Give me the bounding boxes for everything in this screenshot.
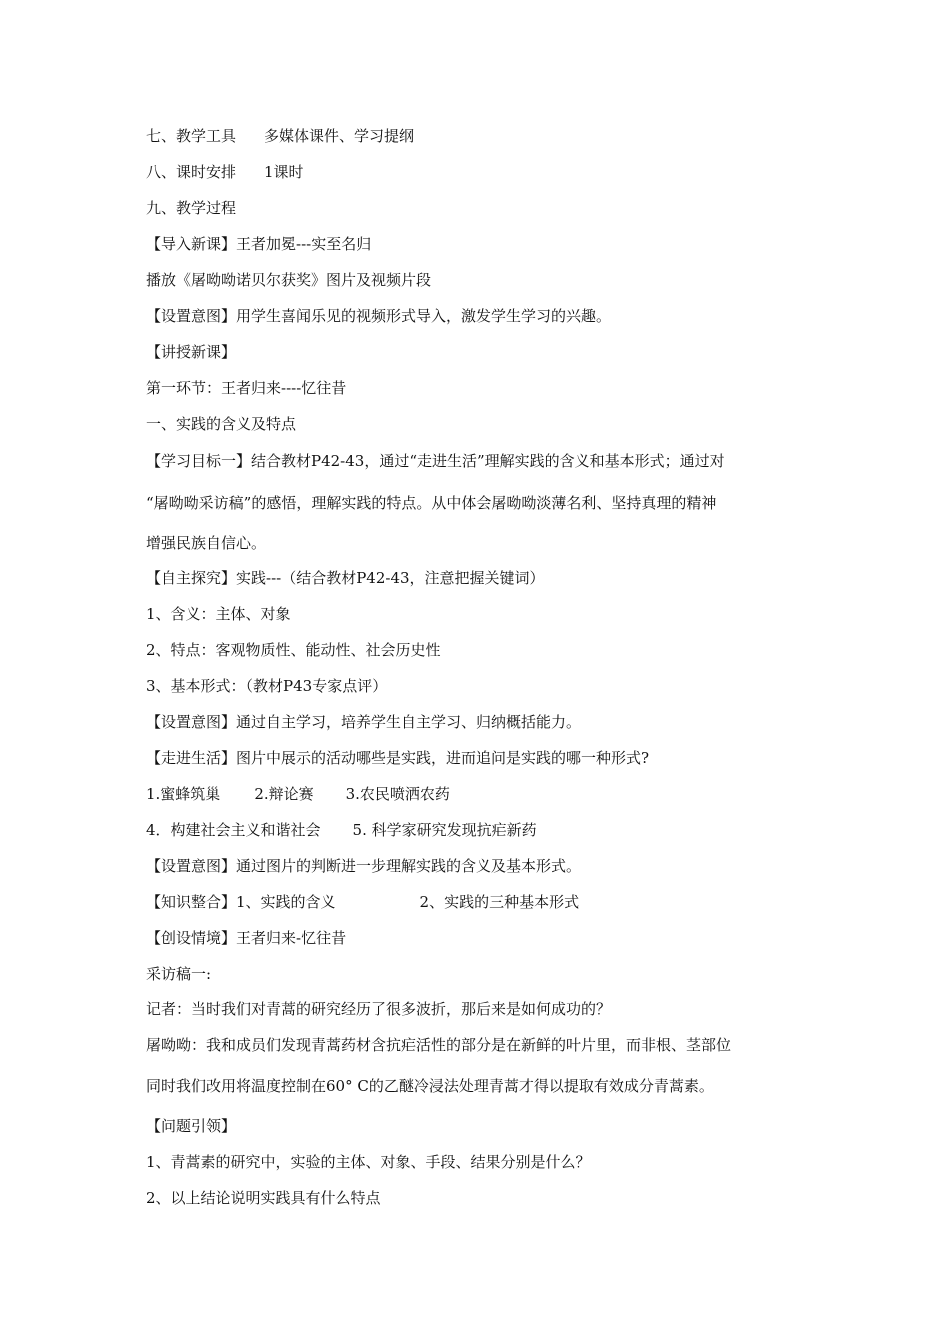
intro-new-lesson: 【导入新课】王者加冕---实至名归 [146,235,372,253]
question-1: 1、青蒿素的研究中，实验的主体、对象、手段、结果分别是什么？ [146,1153,591,1171]
design-intent-1: 【设置意图】用学生喜闻乐见的视频形式导入，激发学生学习的兴趣。 [146,307,612,325]
question-2: 2、以上结论说明实践具有什么特点 [146,1189,381,1207]
self-inquiry-line: 【自主探究】实践---（结合教材P42-43，注意把握关键词） [146,569,545,587]
stage-one-heading: 第一环节：王者归来----忆往昔 [146,379,347,397]
features-item: 2、特点：客观物质性、能动性、社会历史性 [146,641,441,659]
section-8-heading: 八、课时安排 [146,163,237,181]
tu-youyou-answer-1: 屠呦呦：我和成员们发现青蒿药材含抗疟活性的部分是在新鲜的叶片里，而非根、茎部位 [146,1036,732,1054]
examples-row-2 [146,820,537,840]
teach-new-lesson: 【讲授新课】 [146,343,237,361]
interview-one-heading: 采访稿一: [146,965,212,983]
example-2: 2.辩论赛 [254,785,314,803]
meaning-item: 1、含义：主体、对象 [146,605,291,623]
knowledge-integration-line [146,892,579,912]
into-life-line: 【走进生活】图片中展示的活动哪些是实践，进而追问是实践的哪一种形式? [146,749,650,767]
section-8-content: 1课时 [264,163,304,181]
knowledge-integration-2: 2、实践的三种基本形式 [419,893,580,911]
example-3: 3.农民喷洒农药 [345,785,450,803]
section-8-line [146,162,304,182]
reporter-question: 记者：当时我们对青蒿的研究经历了很多波折，那后来是如何成功的？ [146,1000,612,1018]
learning-goal-line-3: 增强民族自信心。 [146,534,267,552]
example-5: 5. 科学家研究发现抗疟新药 [352,821,537,839]
knowledge-integration-1: 【知识整合】1、实践的含义 [146,893,336,911]
section-9-heading: 九、教学过程 [146,199,237,217]
basic-forms-item: 3、基本形式：（教材P43专家点评） [146,677,388,695]
section-7-content: 多媒体课件、学习提纲 [264,127,415,145]
create-scenario-line: 【创设情境】王者归来-忆往昔 [146,929,347,947]
question-guide-heading: 【问题引领】 [146,1117,237,1135]
learning-goal-line-1: 【学习目标一】结合教材P42-43，通过“走进生活”理解实践的含义和基本形式；通过对 [146,452,725,470]
tu-youyou-answer-2: 同时我们改用将温度控制在60° C的乙醚冷浸法处理青蒿才得以提取有效成分青蒿素。 [146,1077,714,1095]
example-1: 1.蜜蜂筑巢 [146,785,221,803]
design-intent-3: 【设置意图】通过图片的判断进一步理解实践的含义及基本形式。 [146,857,582,875]
practice-meaning-heading: 一、实践的含义及特点 [146,415,297,433]
section-7-heading: 七、教学工具 [146,127,237,145]
learning-goal-line-2: “屠呦呦采访稿”的感悟，理解实践的特点。从中体会屠呦呦淡薄名利、坚持真理的精神 [146,494,717,512]
play-video-line: 播放《屠呦呦诺贝尔获奖》图片及视频片段 [146,271,432,289]
section-7-line [146,126,414,146]
examples-row-1 [146,784,450,804]
design-intent-2: 【设置意图】通过自主学习，培养学生自主学习、归纳概括能力。 [146,713,582,731]
example-4: 4．构建社会主义和谐社会 [146,821,321,839]
